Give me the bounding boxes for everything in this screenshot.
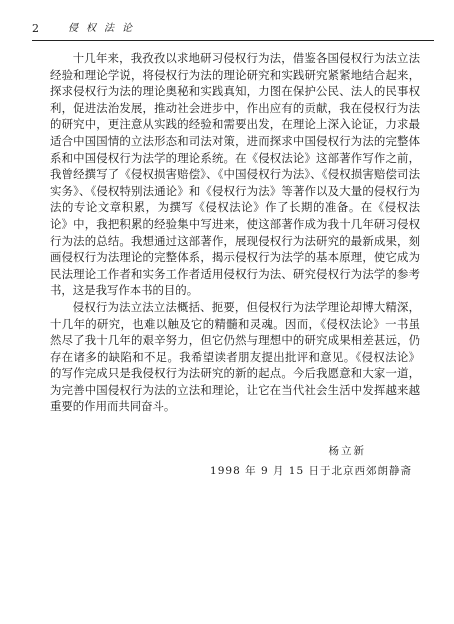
date-and-place: 1998 年 9 月 15 日于北京西郊朗静斋 <box>210 464 412 477</box>
paragraph: 侵权行为法立法立法概括、扼要，但侵权行为法学理论却博大精深，十几年的研究，也难以触及它的精髓和灵魂。因而，《侵权法论》一书虽然尽了我十几年的艰辛努力，但它仍然与理想中的研究成果相差甚远，仍存在诸多的缺陷和不足。我希望读者朋友提出批评和意见。《侵权法论》的写作完成只是我侵权行为法研究的新的起点。今后我愿意和大家一道，为完善中国侵权行为法的立法和理论，让它在当代社会生活中发挥越来越重要的作用而共同奋斗。 <box>50 299 420 414</box>
signature-block <box>50 443 420 479</box>
author-name: 杨立新 <box>328 445 366 457</box>
running-title: 侵权法论 <box>68 23 140 34</box>
paragraph: 十几年来，我孜孜以求地研习侵权行为法，借鉴各国侵权行为法立法经验和理论学说，将侵权行为法的理论研究和实践研究紧紧地结合起来，探求侵权行为法的理论奥秘和实践真知，力图在保护公民、法人的民事权利，促进法治发展，推动社会进步中，作出应有的贡献，我在侵权行为法的研究中，更注意从实践的经验和需要出发，在理论上深入论证，力求最适合中国国情的立法形态和司法对策，进而探求中国侵权行为法的完整体系和中国侵权行为法学的理论系统。在《侵权法论》这部著作写作之前，我曾经撰写了《侵权损害赔偿》、《中国侵权行为法》、《侵权损害赔偿司法实务》、《侵权特别法通论》和《侵权行为法》等著作以及大量的侵权行为法的专论文章积累，为撰写《侵权法论》作了长期的准备。在《侵权法论》中，我把积累的经验集中写进来，使这部著作成为我十几年研习侵权行为法的总结。我想通过这部著作，展现侵权行为法研究的最新成果，刻画侵权行为法理论的完整体系，揭示侵权行为法学的基本原理，使它成为民法理论工作者和实务工作者适用侵权行为法、研究侵权行为法学的参考书，这是我写作本书的目的。 <box>50 51 420 298</box>
page-number: 2 <box>32 22 39 35</box>
page-header <box>32 22 434 41</box>
preface-body <box>50 50 420 415</box>
